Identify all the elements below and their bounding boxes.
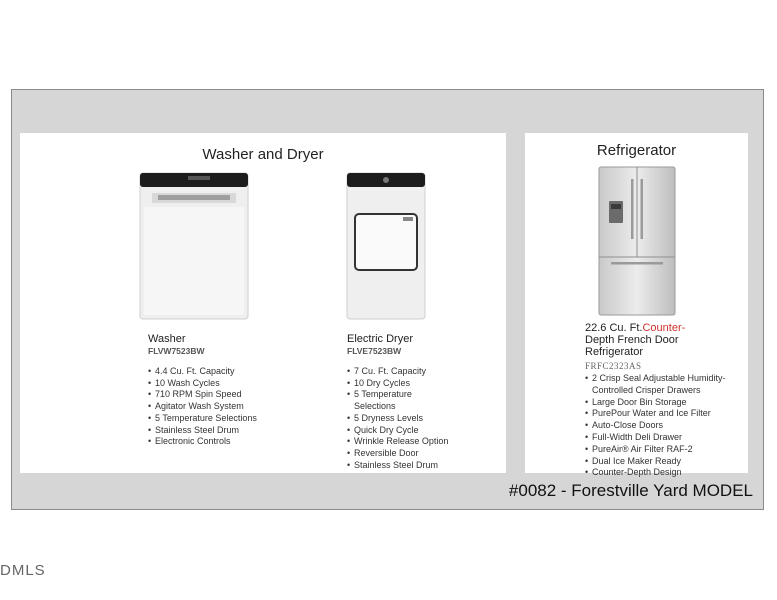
refrigerator-name (585, 322, 745, 358)
refrigerator-image (597, 165, 677, 317)
feature-item: • Stainless Steel Drum (148, 425, 298, 437)
dryer-name: Electric Dryer (347, 333, 414, 345)
listing-photo-frame (11, 89, 764, 510)
washer-model: FLVW7523BW (148, 346, 205, 356)
refrigerator-title: Refrigerator (596, 142, 677, 159)
refrigerator-name-accent: Counter- (642, 322, 686, 334)
feature-item: • Agitator Wash System (148, 401, 298, 413)
feature-item: • PurePour Water and Ice Filter (585, 408, 745, 420)
feature-item: • 4.4 Cu. Ft. Capacity (148, 366, 298, 378)
feature-item: • 7 Cu. Ft. Capacity (347, 366, 467, 378)
dryer-image (345, 171, 427, 321)
washer-features (148, 366, 298, 448)
refrigerator-name-part2: Depth French Door Refrigerator (585, 334, 679, 358)
dryer-model: FLVE7523BW (347, 346, 402, 356)
dryer-spec (347, 333, 467, 471)
refrigerator-spec (585, 322, 745, 479)
feature-item: • 5 Temperature Selections (347, 389, 424, 412)
refrigerator-name-part1: 22.6 Cu. Ft. (585, 322, 643, 334)
feature-item: • Quick Dry Cycle (347, 425, 467, 437)
feature-item: • 10 Wash Cycles (148, 378, 298, 390)
feature-item: • 5 Dryness Levels (347, 413, 467, 425)
feature-item: • Reversible Door (347, 448, 467, 460)
feature-item: • Large Door Bin Storage (585, 397, 745, 409)
dryer-features (347, 366, 467, 471)
feature-item: • 5 Temperature Selections (148, 413, 298, 425)
refrigerator-model: FRFC2323AS (585, 361, 642, 371)
washer-dryer-panel (20, 133, 506, 473)
washer-image (138, 171, 250, 321)
washer-spec (148, 333, 298, 448)
mls-watermark: DMLS (0, 562, 46, 579)
feature-item: • Auto-Close Doors (585, 420, 745, 432)
feature-item: • 2 Crisp Seal Adjustable Humidity-Controlled Crisper Drawers (585, 373, 737, 397)
feature-item: • PureAir® Air Filter RAF-2 (585, 444, 745, 456)
feature-item: • Counter-Depth Design (585, 467, 745, 479)
feature-item: • Full-Width Deli Drawer (585, 432, 745, 444)
refrigerator-panel (525, 133, 748, 478)
feature-item: • Dual Ice Maker Ready (585, 456, 745, 468)
feature-item: • Electronic Controls (148, 436, 298, 448)
feature-item: • 710 RPM Spin Speed (148, 389, 298, 401)
feature-item: • Stainless Steel Drum (347, 460, 467, 472)
feature-item: • Wrinkle Release Option (347, 436, 467, 448)
washer-dryer-title: Washer and Dryer (202, 146, 324, 163)
feature-item: • 10 Dry Cycles (347, 378, 467, 390)
washer-name: Washer (148, 333, 186, 345)
listing-caption: #0082 - Forestville Yard MODEL (508, 481, 753, 500)
refrigerator-features (585, 373, 745, 479)
